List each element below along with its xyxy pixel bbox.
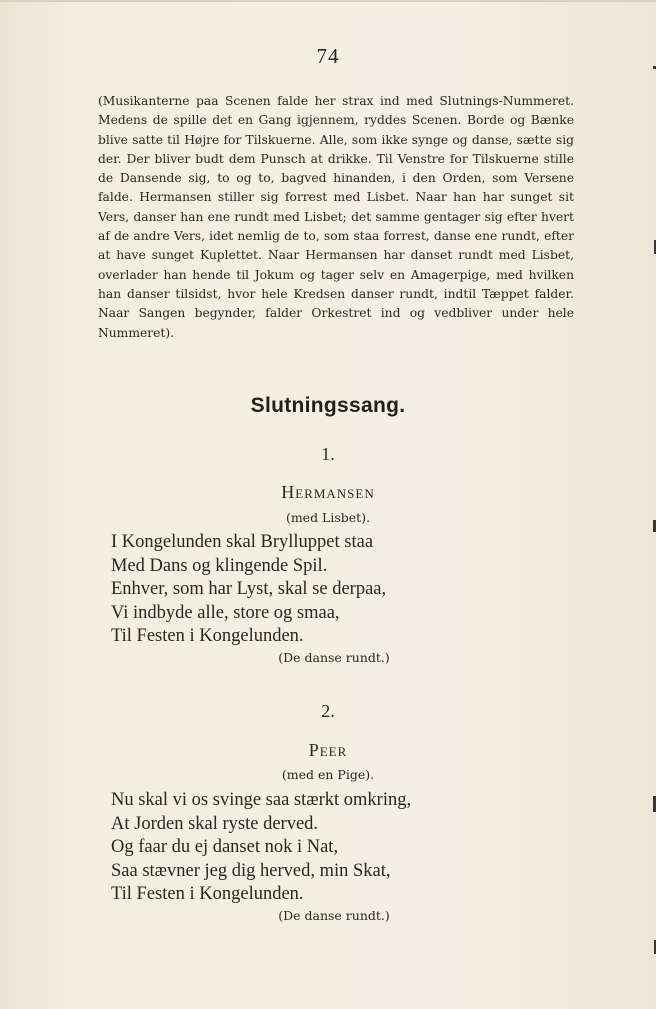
verse-2-number: 2. [321, 701, 335, 721]
verse-1-number: 1. [321, 444, 335, 464]
verse-1-speaker-note: (med Lisbet). [285, 510, 371, 525]
verse-1-lines [111, 531, 571, 649]
verse-line: Enhver, som har Lyst, skal se derpaa, [111, 579, 387, 600]
verse-2-lines [111, 789, 571, 907]
verse-2-stage-direction: (De danse rundt.) [278, 908, 390, 923]
stage-direction-intro: (Musikanterne paa Scenen falde her strax ind med Slutnings-Nummeret. Medens de spille det en Gang igjennem, ryddes Scenen. Borde og Bænke blive satte til Højre for Tilskuerne. Alle, som ikke synge og danse, sætte sig der. Der bliver budt dem Punsch at drikke. Til Venstre for Tilskuerne stille de Dansende sig, to og to, bagved hinanden, i den Orden, som Versene falde. Hermansen stiller sig forrest med Lisbet. Naar han har sunget sit Vers, danser han ene rundt med Lisbet; det samme gentager sig efter hvert af de andre Vers, idet nemlig de to, som staa forrest, danse ene rundt, efter at have sunget Kuplettet. Naar Hermansen har danset rundt med Lisbet, overlader han hende til Jokum og tager selv en Amagerpige, med hvilken han danser tilsidst, hvor hele Kredsen danser rundt, indtil Tæppet falder. Naar Sangen begynder, falder Orkestret ind og vedbliver under hele Nummeret). [98, 94, 574, 340]
verse-line: Med Dans og klingende Spil. [111, 555, 328, 576]
section-title: Slutningssang. [250, 394, 406, 417]
verse-line: I Kongelunden skal Brylluppet staa [111, 532, 374, 552]
page-number: 74 [316, 44, 340, 68]
verse-line: At Jorden skal ryste derved. [111, 813, 319, 834]
verse-1-stage-direction: (De danse rundt.) [278, 650, 390, 665]
verse-1-speaker: Hermansen [281, 482, 375, 502]
verse-2-speaker: Peer [308, 740, 348, 760]
page-top-edge [0, 0, 656, 2]
verse-line: Til Festen i Kongelunden. [111, 884, 304, 905]
verse-line: Og faar du ej danset nok i Nat, [111, 837, 339, 858]
verse-line: Vi indbyde alle, store og smaa, [111, 602, 340, 623]
verse-line: Saa stævner jeg dig herved, min Skat, [111, 860, 391, 881]
verse-2-speaker-note: (med en Pige). [281, 767, 375, 782]
verse-line: Nu skal vi os svinge saa stærkt omkring, [111, 790, 412, 810]
verse-line: Til Festen i Kongelunden. [111, 626, 304, 647]
